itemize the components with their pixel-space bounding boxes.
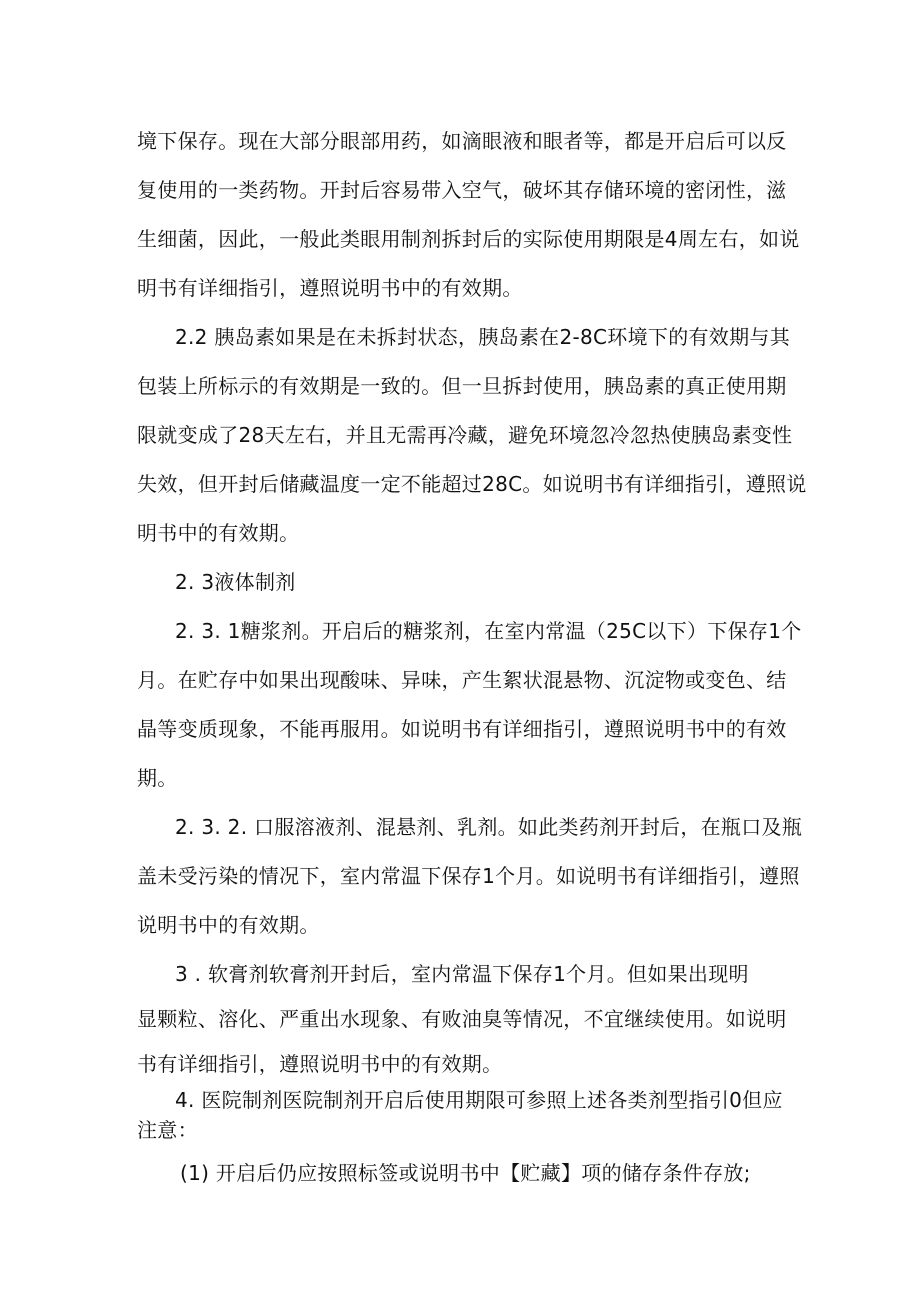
text-line: 限就变成了28天左右，并且无需再冷藏，避免环境忽冷忽热使胰岛素变性 — [137, 423, 793, 447]
text-line: 2. 3. 1糖浆剂。开启后的糖浆剂，在室内常温（25C以下）下保存1个 — [175, 619, 802, 643]
section-heading: 2. 3液体制剂 — [175, 570, 296, 594]
text-line: 境下保存。现在大部分眼部用药，如滴眼液和眼者等，都是开启后可以反 — [137, 129, 787, 153]
text-line: 期。 — [137, 766, 178, 790]
text-line: 包装上所标示的有效期是一致的。但一旦拆封使用，胰岛素的真正使用期 — [137, 374, 787, 398]
text-line: 说明书中的有效期。 — [137, 913, 320, 937]
list-item: (1) 开启后仍应按照标签或说明书中【贮藏】项的储存条件存放; — [180, 1161, 751, 1185]
text-line: 书有详细指引，遵照说明书中的有效期。 — [137, 1052, 503, 1076]
text-line: 4. 医院制剂医院制剂开启后使用期限可参照上述各类剂型指引0但应 — [175, 1088, 783, 1112]
text-line: 失效，但开封后储藏温度一定不能超过28C。如说明书有详细指引，遵照说 — [137, 472, 807, 496]
text-line: 明书中的有效期。 — [137, 521, 300, 545]
text-line: 月。在贮存中如果出现酸味、异味，产生絮状混悬物、沉淀物或变色、结 — [137, 668, 787, 692]
text-line: 盖未受污染的情况下，室内常温下保存1个月。如说明书有详细指引，遵照 — [137, 864, 800, 888]
text-line: 2. 3. 2. 口服溶液剂、混悬剂、乳剂。如此类药剂开封后，在瓶口及瓶 — [175, 815, 803, 839]
text-line: 复使用的一类药物。开封后容易带入空气，破坏其存储环境的密闭性，滋 — [137, 178, 787, 202]
text-line: 3 . 软膏剂软膏剂开封后，室内常温下保存1个月。但如果出现明 — [175, 962, 749, 986]
text-line: 2.2 胰岛素如果是在未拆封状态，胰岛素在2-8C环境下的有效期与其 — [175, 325, 790, 349]
text-line: 晶等变质现象，不能再服用。如说明书有详细指引，遵照说明书中的有效 — [137, 717, 787, 741]
text-line: 明书有详细指引，遵照说明书中的有效期。 — [137, 276, 523, 300]
text-line: 显颗粒、溶化、严重出水现象、有败油臭等情况，不宜继续使用。如说明 — [137, 1007, 787, 1031]
text-line: 生细菌，因此，一般此类眼用制剂拆封后的实际使用期限是4周左右，如说 — [137, 227, 800, 251]
text-line: 注意： — [137, 1118, 198, 1142]
